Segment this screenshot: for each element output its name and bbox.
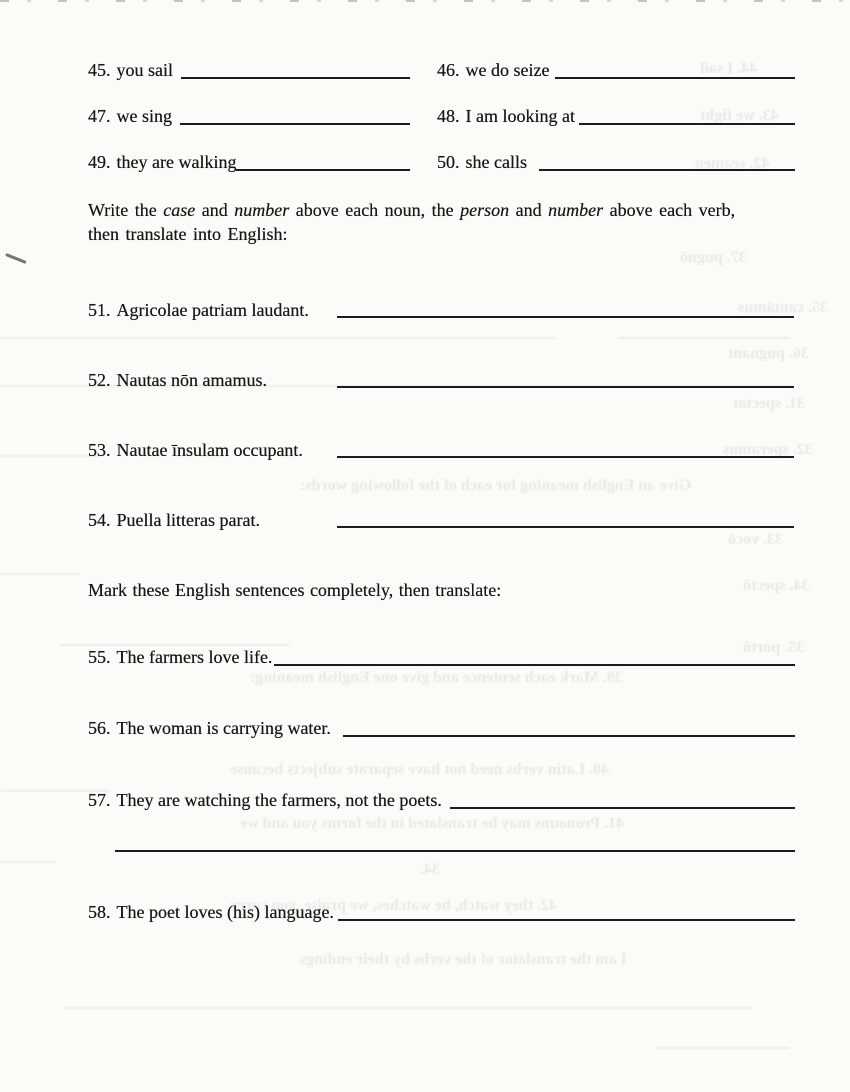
latin-item-52 xyxy=(0,368,850,392)
item-text: Agricolae patriam laudant. xyxy=(116,300,309,320)
bleedthrough-line xyxy=(62,1007,752,1009)
english-item-55 xyxy=(88,645,795,669)
item-text: The poet loves (his) language. xyxy=(116,902,334,922)
english-section-instructions: Mark these English sentences completely, then translate: xyxy=(88,580,502,600)
english-item-57 xyxy=(88,788,795,812)
bleedthrough-text: 40. Latin verbs need not have separate subjects because xyxy=(230,761,610,778)
bleedthrough-line xyxy=(0,573,80,575)
item-number: 53. xyxy=(88,440,111,460)
item-label xyxy=(88,645,272,669)
item-label xyxy=(437,58,549,82)
item-number: 48. xyxy=(437,106,460,126)
bleedthrough-line xyxy=(0,861,55,863)
item-text: They are watching the farmers, not the poets. xyxy=(116,790,442,810)
fill-item-46 xyxy=(437,58,795,82)
fill-item-47 xyxy=(88,104,410,128)
item-label xyxy=(88,298,309,322)
bleedthrough-line xyxy=(618,337,790,339)
bleedthrough-text: 35. cantāmus xyxy=(738,299,828,316)
item-label xyxy=(88,788,442,812)
answer-blank-51[interactable] xyxy=(337,298,794,318)
item-text: we sing xyxy=(116,106,172,126)
latin-item-53 xyxy=(0,438,850,462)
answer-blank-50[interactable] xyxy=(539,169,795,171)
answer-blank-58[interactable] xyxy=(338,919,795,921)
answer-blank-56[interactable] xyxy=(343,735,795,737)
item-text: you sail xyxy=(116,60,173,80)
item-number: 52. xyxy=(88,370,111,390)
pen-mark-artifact xyxy=(5,253,26,264)
bleedthrough-text: 33. vocō xyxy=(728,531,784,548)
item-number: 47. xyxy=(88,106,111,126)
answer-blank-47[interactable] xyxy=(180,123,410,125)
item-label xyxy=(88,104,172,128)
bleedthrough-text: 34. xyxy=(420,861,440,878)
english-item-58 xyxy=(88,900,795,924)
item-text: she calls xyxy=(465,152,527,172)
item-number: 50. xyxy=(437,152,460,172)
answer-blank-46[interactable] xyxy=(555,77,795,79)
item-number: 49. xyxy=(88,152,111,172)
bleedthrough-text: 32. speramus xyxy=(723,441,813,458)
scan-edge-artifact xyxy=(0,0,850,2)
item-number: 57. xyxy=(88,790,111,810)
answer-blank-52[interactable] xyxy=(337,368,794,388)
item-text: Puella litteras parat. xyxy=(116,510,260,530)
fill-item-50 xyxy=(437,150,795,174)
answer-blank-57-line2[interactable] xyxy=(115,850,795,852)
item-number: 55. xyxy=(88,647,111,667)
bleedthrough-text: 43. we fight xyxy=(700,107,779,124)
answer-blank-55[interactable] xyxy=(274,664,795,666)
bleedthrough-text: Give an English meaning for each of the following words: xyxy=(300,477,692,494)
answer-blank-49[interactable] xyxy=(236,169,410,171)
fill-item-45 xyxy=(88,58,410,82)
bleedthrough-text: 35. portō xyxy=(743,639,805,656)
item-text: The farmers love life. xyxy=(116,647,273,667)
latin-item-51 xyxy=(0,298,850,322)
bleedthrough-text: 39. Mark each sentence and give one English meaning: xyxy=(250,669,623,686)
answer-blank-57[interactable] xyxy=(450,807,795,809)
answer-blank-54[interactable] xyxy=(337,508,794,528)
item-text: they are walking xyxy=(116,152,237,172)
item-number: 46. xyxy=(437,60,460,80)
bleedthrough-text: 31. spectat xyxy=(733,395,805,412)
answer-blank-45[interactable] xyxy=(181,77,410,79)
item-label xyxy=(88,438,303,462)
item-label xyxy=(88,58,173,82)
item-text: Nautas nōn amamus. xyxy=(116,370,267,390)
bleedthrough-text: 42. seamen xyxy=(695,155,770,172)
bleedthrough-text: 37. pugnō xyxy=(680,249,747,266)
bleedthrough-text: 44. I sail xyxy=(700,60,758,77)
item-text: we do seize xyxy=(465,60,550,80)
item-label xyxy=(88,368,267,392)
english-item-56 xyxy=(88,716,795,740)
item-text: I am looking at xyxy=(465,106,575,126)
item-number: 54. xyxy=(88,510,111,530)
item-label xyxy=(88,900,334,924)
item-label xyxy=(88,716,331,740)
item-text: The woman is carrying water. xyxy=(116,718,331,738)
bleedthrough-text: 42. they watch, he watches, we praise, you carry xyxy=(230,897,558,914)
item-label xyxy=(437,104,575,128)
bleedthrough-text: 36. pugnant xyxy=(728,345,809,362)
item-number: 58. xyxy=(88,902,111,922)
fill-item-49 xyxy=(88,150,410,174)
item-label xyxy=(437,150,527,174)
item-number: 51. xyxy=(88,300,111,320)
item-number: 56. xyxy=(88,718,111,738)
item-label xyxy=(88,508,260,532)
bleedthrough-line xyxy=(655,1047,790,1049)
answer-blank-48[interactable] xyxy=(579,123,795,125)
bleedthrough-text: 41. Pronouns may be translated in the forms you and we xyxy=(240,815,625,832)
answer-blank-53[interactable] xyxy=(337,438,794,458)
latin-item-54 xyxy=(0,508,850,532)
item-text: Nautae īnsulam occupant. xyxy=(116,440,303,460)
item-label xyxy=(88,150,236,174)
bleedthrough-line xyxy=(0,337,556,339)
bleedthrough-text: I am the translator of the verbs by their endings xyxy=(300,951,627,968)
fill-item-48 xyxy=(437,104,795,128)
item-number: 45. xyxy=(88,60,111,80)
bleedthrough-text: 34. spectō xyxy=(743,577,810,594)
latin-section-instructions: Write the case and number above each noun, the person and number above each verb, then translate into English: xyxy=(88,200,736,244)
